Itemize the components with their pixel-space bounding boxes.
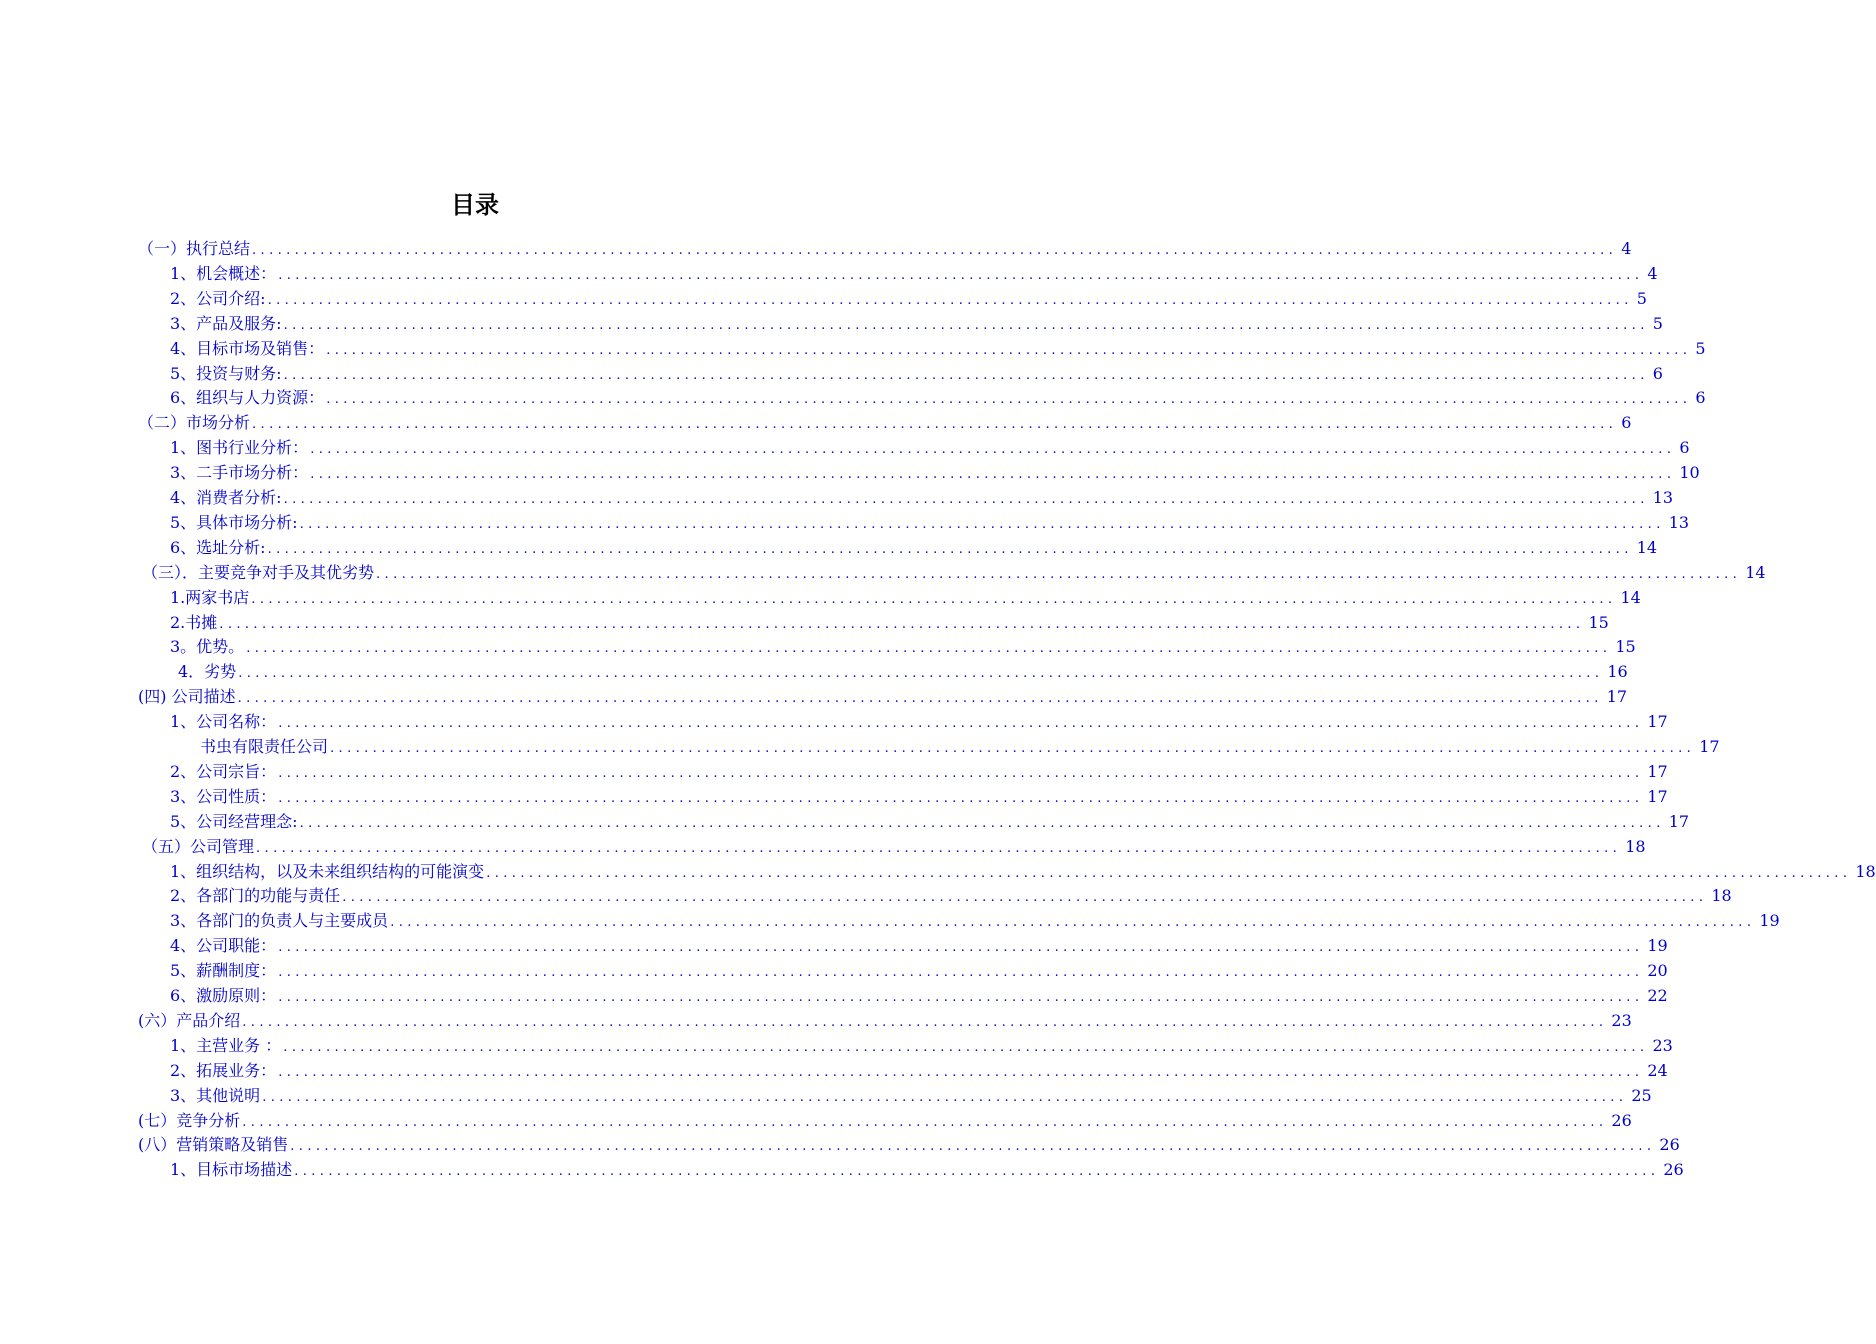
toc-entry-label: (六）产品介绍 bbox=[138, 1010, 241, 1030]
toc-entry-page-number: 18 bbox=[1711, 886, 1732, 906]
toc-dot-leader: ................................................................................................................................................................ bbox=[310, 442, 1676, 458]
toc-dot-leader: ................................................................................................................................................................ bbox=[237, 691, 1603, 707]
toc-entry-label: 5、公司经营理念: bbox=[170, 811, 298, 831]
toc-entry-label: 1.两家书店 bbox=[170, 587, 250, 607]
toc-entry-page-number: 17 bbox=[1647, 712, 1668, 732]
toc-entry-label: 1、图书行业分析： bbox=[170, 438, 309, 458]
toc-entry-page-number: 19 bbox=[1647, 936, 1668, 956]
toc-entry[interactable] bbox=[170, 634, 1636, 659]
toc-entry-page-number: 5 bbox=[1695, 338, 1706, 358]
toc-entry-label: 5、投资与财务: bbox=[170, 363, 282, 383]
toc-entry[interactable] bbox=[200, 734, 1720, 759]
toc-dot-leader: ................................................................................................................................................................ bbox=[283, 1039, 1649, 1055]
toc-entry-label: 4、目标市场及销售： bbox=[170, 338, 325, 358]
toc-entry-page-number: 15 bbox=[1588, 612, 1609, 632]
toc-entry-page-number: 4 bbox=[1621, 239, 1632, 258]
toc-entry-page-number: 23 bbox=[1611, 1010, 1632, 1030]
toc-dot-leader: ................................................................................................................................................................ bbox=[246, 641, 1612, 657]
toc-dot-leader: ................................................................................................................................................................ bbox=[251, 591, 1617, 607]
toc-entry-label: （三）．主要竞争对手及其优劣势 bbox=[142, 562, 375, 582]
toc-entry-page-number: 5 bbox=[1652, 313, 1663, 333]
toc-entry-label: 4、消费者分析: bbox=[170, 488, 282, 507]
toc-entry-page-number: 13 bbox=[1652, 488, 1674, 507]
toc-dot-leader: ................................................................................................................................................................ bbox=[278, 990, 1644, 1005]
toc-dot-leader: ................................................................................................................................................................ bbox=[256, 840, 1622, 856]
toc-entry-label: (八）营销策略及销售 bbox=[138, 1135, 289, 1155]
toc-entry-label: 2、公司介绍: bbox=[170, 288, 266, 308]
toc-entry[interactable] bbox=[170, 535, 1658, 560]
toc-entry-page-number: 23 bbox=[1652, 1035, 1673, 1055]
toc-dot-leader: ................................................................................................................................................................ bbox=[252, 243, 1618, 258]
toc-entry-page-number: 18 bbox=[1625, 836, 1646, 856]
toc-dot-leader: ................................................................................................................................................................ bbox=[294, 1164, 1660, 1180]
toc-entry-page-number: 26 bbox=[1659, 1135, 1680, 1155]
toc-dot-leader: ................................................................................................................................................................ bbox=[390, 915, 1756, 931]
toc-entry[interactable] bbox=[170, 286, 1647, 311]
toc-dot-leader: ................................................................................................................................................................ bbox=[283, 367, 1649, 383]
toc-entry-page-number: 5 bbox=[1636, 288, 1647, 308]
toc-entry[interactable] bbox=[170, 336, 1706, 361]
toc-dot-leader: ................................................................................................................................................................ bbox=[310, 467, 1676, 483]
toc-dot-leader: ................................................................................................................................................................ bbox=[283, 492, 1649, 507]
toc-entry[interactable] bbox=[170, 510, 1690, 535]
toc-entry-page-number: 22 bbox=[1647, 986, 1668, 1005]
toc-entry-label: （二）市场分析 bbox=[138, 413, 251, 433]
toc-dot-leader: ................................................................................................................................................................ bbox=[290, 1139, 1656, 1155]
toc-dot-leader: ................................................................................................................................................................ bbox=[330, 741, 1696, 756]
toc-entry-page-number: 17 bbox=[1606, 687, 1628, 707]
toc-dot-leader: ................................................................................................................................................................ bbox=[486, 865, 1852, 881]
toc-dot-leader: ................................................................................................................................................................ bbox=[262, 1089, 1628, 1105]
toc-entry-label: 6、选址分析: bbox=[170, 537, 266, 557]
toc-entry-label: 书虫有限责任公司 bbox=[200, 737, 329, 756]
toc-entry-label: 2、公司宗旨： bbox=[170, 761, 277, 781]
toc-dot-leader: ................................................................................................................................................................ bbox=[267, 541, 1633, 557]
toc-dot-leader: ................................................................................................................................................................ bbox=[299, 516, 1665, 532]
toc-dot-leader: ................................................................................................................................................................ bbox=[252, 417, 1618, 433]
toc-dot-leader: ................................................................................................................................................................ bbox=[342, 890, 1708, 906]
toc-entry-label: 3、产品及服务: bbox=[170, 313, 282, 333]
toc-entry-page-number: 17 bbox=[1647, 761, 1668, 781]
toc-dot-leader: ................................................................................................................................................................ bbox=[267, 292, 1633, 308]
toc-entry[interactable] bbox=[170, 311, 1663, 336]
toc-entry-label: 3、各部门的负责人与主要成员 bbox=[170, 911, 389, 931]
toc-dot-leader: ................................................................................................................................................................ bbox=[242, 1014, 1608, 1030]
toc-entry[interactable] bbox=[170, 460, 1700, 485]
toc-entry-label: 3、公司性质： bbox=[170, 786, 277, 806]
toc-entry[interactable] bbox=[170, 261, 1658, 286]
toc-entry-label: 2、各部门的功能与责任 bbox=[170, 886, 341, 906]
toc-entry-page-number: 13 bbox=[1668, 512, 1690, 532]
toc-entry-label: 1、主营业务 ： bbox=[170, 1035, 282, 1055]
toc-entry-label: 6、激励原则： bbox=[170, 986, 277, 1005]
toc-entry[interactable] bbox=[170, 908, 1780, 933]
toc-dot-leader: ................................................................................................................................................................ bbox=[376, 566, 1742, 582]
toc-dot-leader: ................................................................................................................................................................ bbox=[283, 317, 1649, 333]
toc-entry-label: 1、目标市场描述 bbox=[170, 1160, 293, 1180]
toc-entry[interactable] bbox=[170, 759, 1668, 784]
toc-entry[interactable] bbox=[138, 1108, 1632, 1133]
toc-entry[interactable] bbox=[138, 1008, 1632, 1033]
toc-entry-page-number: 19 bbox=[1759, 911, 1780, 931]
toc-dot-leader: ................................................................................................................................................................ bbox=[326, 392, 1692, 408]
toc-entry[interactable] bbox=[170, 385, 1706, 410]
toc-entry-label: 2.书摊 bbox=[170, 612, 218, 632]
toc-entry-label: 4、公司职能： bbox=[170, 936, 277, 956]
toc-entry[interactable] bbox=[170, 1157, 1684, 1182]
toc-entry-page-number: 26 bbox=[1663, 1160, 1684, 1180]
toc-entry-page-number: 26 bbox=[1611, 1110, 1632, 1130]
toc-entry-label: (七）竞争分析 bbox=[138, 1110, 241, 1130]
toc-entry[interactable] bbox=[178, 659, 1628, 684]
toc-entry-page-number: 6 bbox=[1621, 413, 1632, 433]
toc-entry[interactable] bbox=[170, 1033, 1673, 1058]
toc-entry-label: （五）公司管理 bbox=[142, 836, 255, 856]
toc-entry[interactable] bbox=[138, 410, 1632, 435]
toc-entry-page-number: 16 bbox=[1607, 662, 1628, 682]
toc-entry-page-number: 14 bbox=[1636, 537, 1658, 557]
toc-entry-page-number: 20 bbox=[1647, 961, 1668, 981]
toc-entry[interactable] bbox=[170, 809, 1690, 834]
toc-dot-leader: ................................................................................................................................................................ bbox=[278, 1064, 1644, 1080]
toc-entry[interactable] bbox=[170, 933, 1668, 958]
toc-entry-page-number: 10 bbox=[1679, 463, 1700, 483]
toc-entry-page-number: 24 bbox=[1647, 1060, 1668, 1080]
toc-entry[interactable] bbox=[170, 983, 1668, 1008]
toc-entry-page-number: 17 bbox=[1647, 786, 1668, 806]
toc-entry-page-number: 17 bbox=[1699, 737, 1720, 756]
toc-entry[interactable] bbox=[170, 485, 1674, 510]
toc-entry-label: 2、拓展业务： bbox=[170, 1060, 277, 1080]
toc-dot-leader: ................................................................................................................................................................ bbox=[278, 267, 1644, 283]
toc-entry-page-number: 17 bbox=[1668, 811, 1690, 831]
toc-entry[interactable] bbox=[170, 610, 1609, 635]
toc-entry[interactable] bbox=[170, 784, 1668, 809]
page-title: 目录 bbox=[451, 191, 499, 219]
toc-entry[interactable] bbox=[170, 859, 1876, 884]
toc-entry-page-number: 14 bbox=[1745, 562, 1766, 582]
toc-entry-label: 1、机会概述： bbox=[170, 263, 277, 283]
toc-entry[interactable] bbox=[170, 361, 1663, 386]
toc-entry-label: 1、组织结构，以及未来组织结构的可能演变 bbox=[170, 861, 485, 881]
toc-entry[interactable] bbox=[170, 958, 1668, 983]
toc-entry-page-number: 14 bbox=[1620, 587, 1641, 607]
toc-entry-label: 3、二手市场分析： bbox=[170, 463, 309, 483]
toc-entry-label: 5、薪酬制度： bbox=[170, 961, 277, 981]
toc-dot-leader: ................................................................................................................................................................ bbox=[278, 790, 1644, 806]
toc-dot-leader: ................................................................................................................................................................ bbox=[326, 342, 1692, 358]
toc-entry[interactable] bbox=[170, 1058, 1668, 1083]
toc-entry[interactable] bbox=[170, 1083, 1652, 1108]
toc-entry[interactable] bbox=[142, 834, 1646, 859]
toc-entry-label: 5、具体市场分析: bbox=[170, 512, 298, 532]
toc-entry-label: 4．劣势 bbox=[178, 662, 237, 682]
toc-entry-label: (四) 公司描述 bbox=[138, 687, 236, 707]
toc-entry[interactable] bbox=[138, 1132, 1680, 1157]
toc-entry-label: 3、其他说明 bbox=[170, 1085, 261, 1105]
toc-dot-leader: ................................................................................................................................................................ bbox=[299, 815, 1665, 831]
toc-entry-label: 1、公司名称： bbox=[170, 712, 277, 732]
toc-entry-label: （一）执行总结 bbox=[138, 239, 251, 258]
toc-dot-leader: ................................................................................................................................................................ bbox=[278, 716, 1644, 732]
toc-entry-page-number: 25 bbox=[1631, 1085, 1652, 1105]
toc-entry-page-number: 6 bbox=[1652, 363, 1663, 383]
toc-entry-page-number: 15 bbox=[1615, 637, 1636, 657]
toc-entry-page-number: 18 bbox=[1855, 861, 1876, 881]
toc-entry-page-number: 6 bbox=[1695, 388, 1706, 408]
toc-dot-leader: ................................................................................................................................................................ bbox=[242, 1114, 1608, 1130]
toc-entry[interactable] bbox=[170, 585, 1641, 610]
toc-dot-leader: ................................................................................................................................................................ bbox=[278, 940, 1644, 956]
toc-dot-leader: ................................................................................................................................................................ bbox=[238, 666, 1604, 682]
toc-dot-leader: ................................................................................................................................................................ bbox=[219, 616, 1585, 632]
toc-entry[interactable] bbox=[142, 560, 1766, 585]
toc-entry[interactable] bbox=[170, 435, 1690, 460]
toc-entry[interactable] bbox=[138, 684, 1628, 709]
toc-entry-page-number: 6 bbox=[1679, 438, 1690, 458]
toc-entry[interactable] bbox=[138, 236, 1632, 261]
toc-entry-page-number: 4 bbox=[1647, 263, 1658, 283]
toc-dot-leader: ................................................................................................................................................................ bbox=[278, 765, 1644, 781]
toc-entry[interactable] bbox=[170, 709, 1668, 734]
toc-entry-label: 6、组织与人力资源： bbox=[170, 388, 325, 408]
toc-entry[interactable] bbox=[170, 883, 1732, 908]
toc-dot-leader: ................................................................................................................................................................ bbox=[278, 965, 1644, 981]
toc-entry-label: 3。优势。 bbox=[170, 637, 245, 657]
